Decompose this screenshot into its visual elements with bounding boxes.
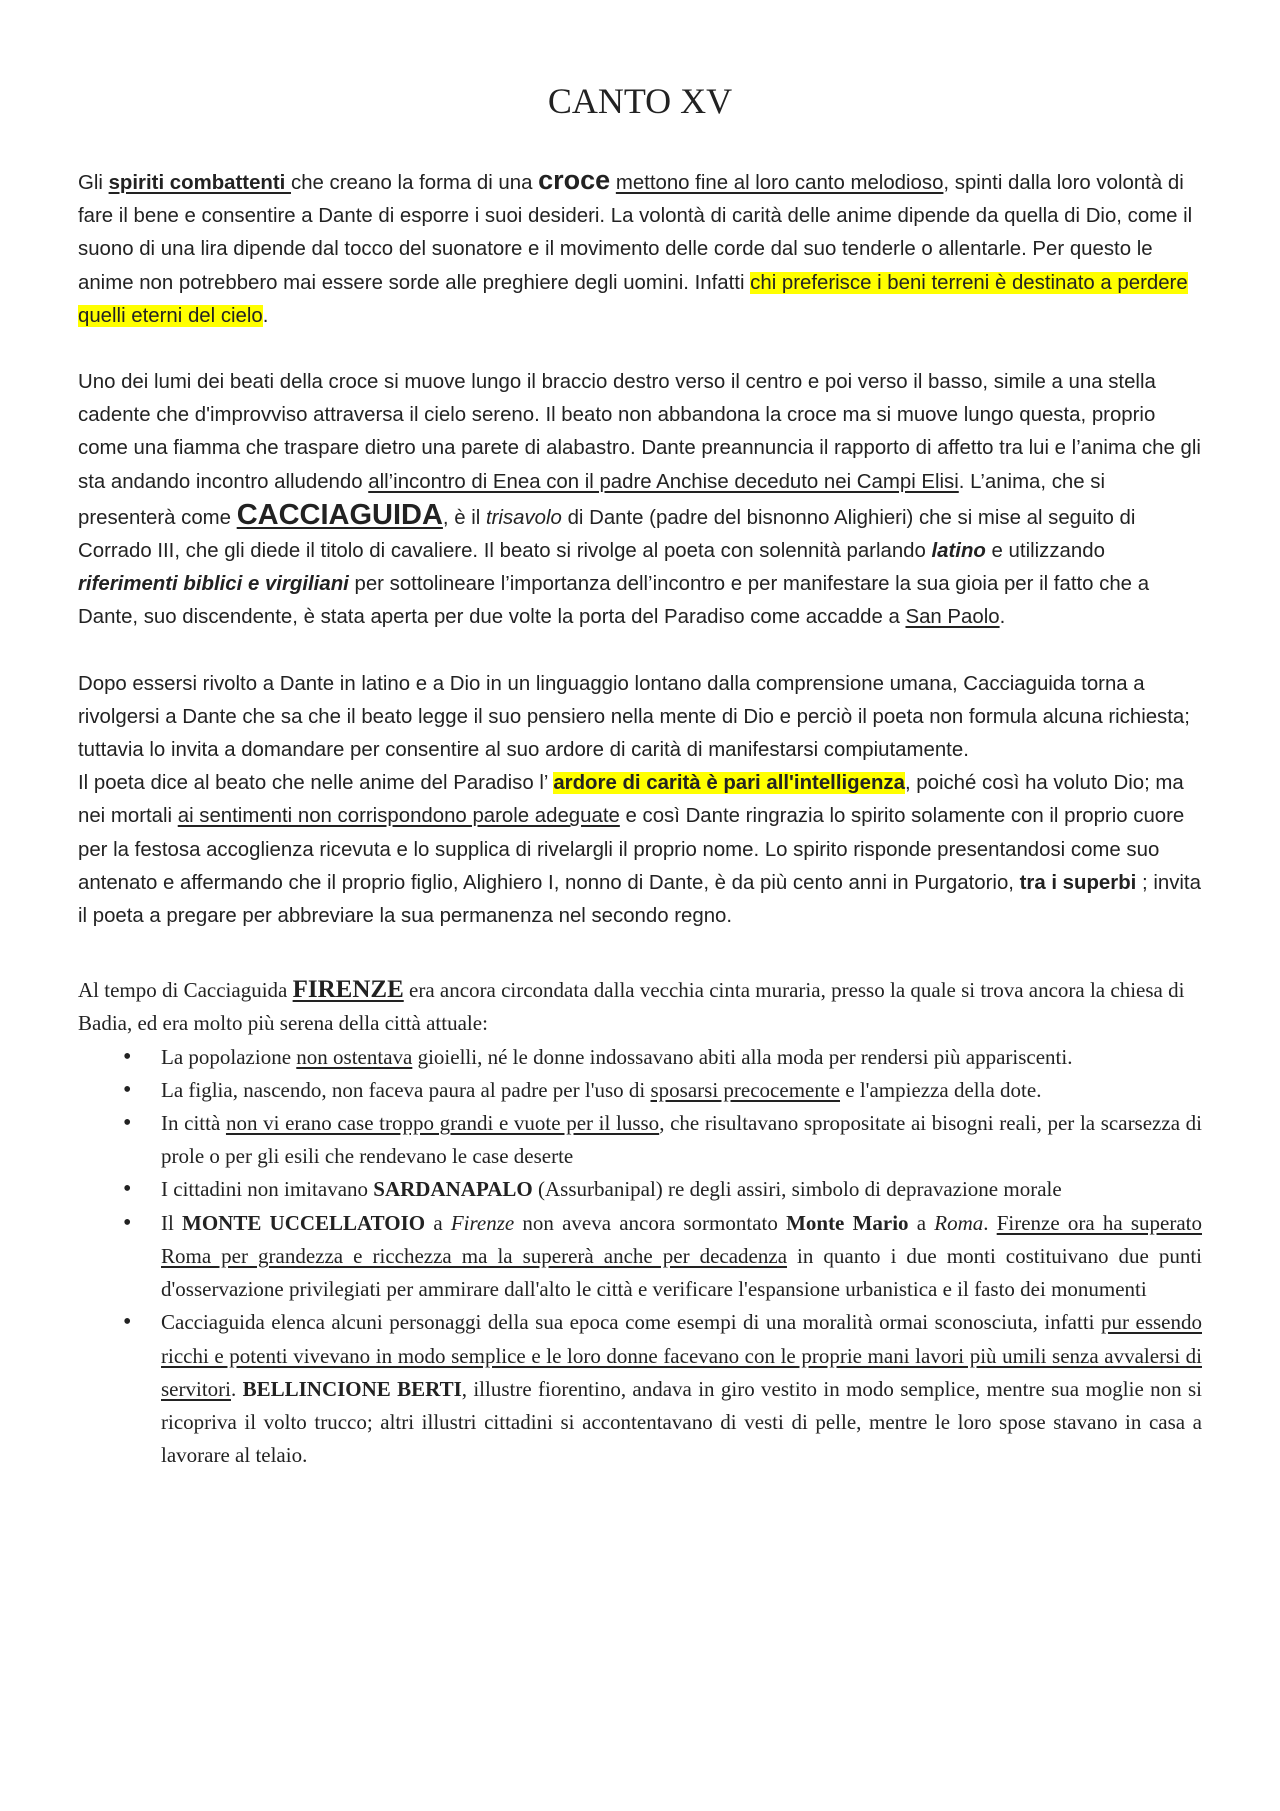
text-run: , poiché così ha voluto Dio; ma nei mortali xyxy=(78,772,1184,828)
text-run: . xyxy=(983,1210,997,1235)
sans-section xyxy=(78,164,1202,933)
underlined-term: San Paolo xyxy=(905,606,1000,629)
bullet-list xyxy=(78,1041,1202,1473)
text-run: e così Dante ringrazia lo spirito solamente con il proprio cuore per la festosa accoglienza ricevuta e lo supplica di rivelargli il proprio nome. Lo spirito risponde presentandosi come suo antenato e affermando che il proprio figlio, Alighiero I, nonno di Dante, è da più cento anni in Purgatorio, xyxy=(78,805,1185,894)
text-run: La popolazione xyxy=(161,1044,297,1069)
underlined-phrase: non vi erano case troppo grandi e vuote per il lusso xyxy=(225,1111,660,1136)
bold-term: Monte Mario xyxy=(786,1210,909,1235)
text-run: Al tempo di Cacciaguida xyxy=(78,978,293,1003)
highlighted-phrase: chi preferisce i beni terreni è destinato a perdere quelli eterni del cielo xyxy=(78,271,1188,327)
text-run: che creano la forma di una xyxy=(291,172,539,194)
text-run: ; invita il poeta a pregare per abbreviare la sua permanenza nel secondo regno. xyxy=(78,871,1201,928)
text-run: a xyxy=(425,1210,451,1235)
italic-term: Firenze xyxy=(450,1210,515,1235)
text-run: . xyxy=(230,1376,243,1401)
page-title: CANTO XV xyxy=(547,81,733,121)
paragraph-5 xyxy=(78,973,1202,1040)
text-run: era ancora circondata dalla vecchia cinta muraria, presso la quale si trova ancora la chiesa di Badia, ed era molto più serena della città attuale: xyxy=(78,978,1185,1036)
bold-term: tra i superbi xyxy=(1019,871,1137,894)
text-run: non aveva ancora sormontato xyxy=(514,1210,787,1235)
text-run: I cittadini non imitavano xyxy=(161,1177,374,1202)
text-run: di Dante (padre del bisnonno Alighieri) che si mise al seguito di Corrado III, che gli diede il titolo di cavaliere. Il beato si rivolge al poeta con solennità parlando xyxy=(78,506,1136,563)
bold-term: BELLINCIONE BERTI xyxy=(242,1376,462,1401)
text-run: (Assurbanipal) re degli assiri, simbolo di depravazione morale xyxy=(532,1177,1062,1202)
paragraph-2 xyxy=(78,366,1202,635)
list-item xyxy=(161,1074,1202,1107)
text-run: Il poeta dice al beato che nelle anime del Paradiso l’ xyxy=(78,772,554,795)
text-run: , illustre fiorentino, andava in giro vestito in modo semplice, mentre sua moglie non si ricopriva il volto trucco; altri illustri cittadini si accontentavano di vesti di pelle, mentre le loro spose stavano in casa a lavorare al telaio. xyxy=(161,1376,1202,1468)
highlighted-phrase: ardore di carità è pari all'intelligenza xyxy=(553,772,905,795)
paragraph-gap xyxy=(78,635,1202,668)
underlined-term: spiriti combattenti xyxy=(108,172,291,194)
paragraph-gap xyxy=(78,333,1202,366)
text-run: in quanto i due monti costituivano due punti d'osservazione privilegiati per ammirare dall'alto le città e verificare l'espansione urbanistica e il fasto dei monumenti xyxy=(161,1243,1202,1302)
paragraph-3: Dopo essersi rivolto a Dante in latino e a Dio in un linguaggio lontano dalla comprensione umana, Cacciaguida torna a rivolgersi a Dante che sa che il beato legge il suo pensiero nella mente di Dio e perciò il poeta non formula alcuna richiesta; tuttavia lo invita a domandare per consentire al suo ardore di carità di manifestarsi compiutamente. xyxy=(78,672,1190,762)
text-run: Uno dei lumi dei beati della croce si muove lungo il braccio destro verso il centro e poi verso il basso, simile a una stella cadente che d'improvviso attraversa il cielo sereno. Il beato non abbandona la croce ma si muove lungo questa, proprio come una fiamma che traspare dietro una parete di alabastro. Dante preannuncia il rapporto di affetto tra lui e l’anima che gli sta andando incontro alludendo xyxy=(78,371,1201,493)
list-item xyxy=(161,1207,1202,1307)
text-run: , spinti dalla loro volontà di fare il bene e consentire a Dante di esporre i suoi desideri. La volontà di carità delle anime dipende da quella di Dio, come il suono di una lira dipende dal tocco del suonatore e il movimento delle corde dal suo tenderle o allentarle. Per questo le anime non potrebbero mai essere sorde alle preghiere degli uomini. Infatti xyxy=(78,172,1193,294)
underlined-phrase: Firenze ora ha superato Roma per grandezza e ricchezza ma la supererà anche per decadenza xyxy=(161,1210,1202,1268)
text-run: , è il xyxy=(442,506,486,529)
list-item xyxy=(161,1107,1202,1173)
emphasis-cacciaguida: CACCIAGUIDA xyxy=(236,498,443,531)
text-run: Il xyxy=(161,1210,183,1235)
bold-term: SARDANAPALO xyxy=(373,1177,533,1202)
bold-term: MONTE UCCELLATOIO xyxy=(182,1210,426,1235)
paragraph-4 xyxy=(78,767,1202,933)
text-run: per sottolineare l’importanza dell’incontro e per manifestare la sua gioia per il fatto che a Dante, suo discendente, è stata aperta per due volte la porta del Paradiso come accadde a xyxy=(78,573,1150,629)
italic-term: trisavolo xyxy=(485,506,562,529)
bold-italic-term: riferimenti biblici e virgiliani xyxy=(78,573,349,596)
underlined-phrase: all’incontro di Enea con il padre Anchise deceduto nei Campi Elisi xyxy=(368,470,959,493)
text-run: In città xyxy=(161,1111,226,1136)
bold-italic-term: latino xyxy=(931,540,986,563)
underlined-phrase: sposarsi precocemente xyxy=(650,1077,841,1102)
emphasis-croce: croce xyxy=(538,165,611,195)
emphasis-firenze: FIRENZE xyxy=(292,976,404,1004)
text-run: La figlia, nascendo, non faceva paura al padre per l'uso di xyxy=(161,1077,651,1102)
section-gap xyxy=(78,933,1202,973)
text-run: . L’anima, che si presenterà come xyxy=(78,470,1105,529)
underlined-phrase: ai sentimenti non corrispondono parole adeguate xyxy=(177,805,620,828)
text-run: . xyxy=(262,304,269,327)
list-item xyxy=(161,1041,1202,1074)
text-run: , che risultavano spropositate ai bisogni reali, per la scarsezza di prole o per gli esili che rendevano le case deserte xyxy=(161,1111,1203,1169)
underlined-phrase: mettono fine al loro canto melodioso xyxy=(615,172,944,194)
underlined-phrase: non ostentava xyxy=(296,1044,413,1069)
text-run: Gli xyxy=(78,172,109,194)
text-run: Cacciaguida elenca alcuni personaggi della sua epoca come esempi di una moralità ormai sconosciuta, infatti xyxy=(161,1310,1102,1335)
text-run: e l'ampiezza della dote. xyxy=(840,1077,1042,1102)
text-run: . xyxy=(999,606,1006,629)
text-run: e utilizzando xyxy=(985,540,1105,563)
list-item xyxy=(161,1173,1202,1206)
italic-term: Roma xyxy=(934,1210,984,1235)
list-item xyxy=(161,1306,1202,1472)
underlined-phrase: pur essendo ricchi e potenti vivevano in modo semplice e le loro donne facevano con le proprie mani lavori più umili senza avvalersi di servitori xyxy=(161,1310,1202,1401)
text-run: a xyxy=(908,1210,935,1235)
serif-section xyxy=(78,973,1202,1472)
text-run: gioielli, né le donne indossavano abiti alla moda per rendersi più appariscenti. xyxy=(412,1044,1073,1069)
paragraph-1 xyxy=(78,164,1202,333)
